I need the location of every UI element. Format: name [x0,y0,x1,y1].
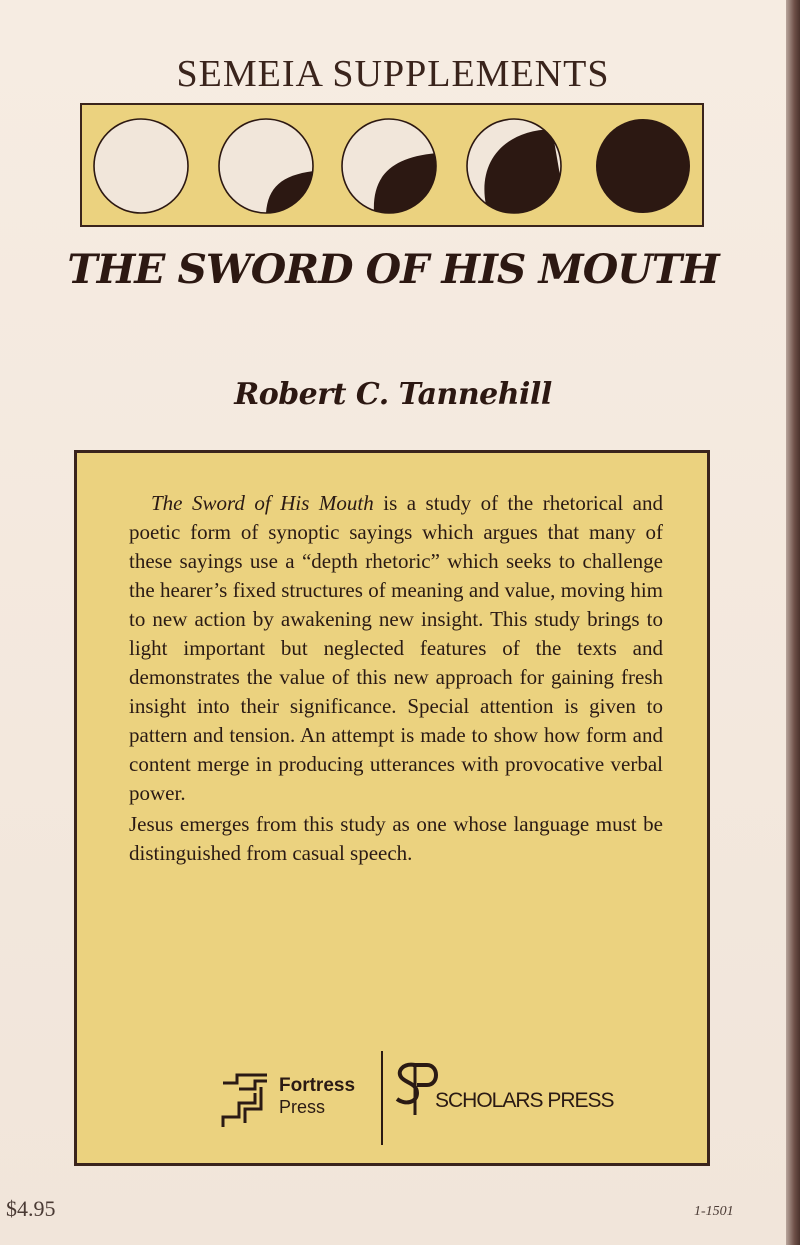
book-title: THE SWORD OF HIS MOUTH [67,246,719,293]
publisher-logos [217,1051,637,1161]
scholars-press-name: SCHOLARS PRESS [435,1089,614,1112]
phase-graphic [82,105,702,225]
description-paragraph-2-body: Jesus emerges from this study as one whose language must be distinguished from casual speech. [129,812,663,865]
crescent-small-icon [219,119,322,225]
series-title: SEMEIA SUPPLEMENTS [176,53,610,95]
author-name: Robert C. Tannehill [234,377,552,412]
gibbous-icon [467,119,572,225]
description-paragraph-2 [129,810,663,868]
price-label: $4.95 [6,1196,56,1221]
fortress-logo-icon [219,1073,273,1129]
description-text [129,489,663,868]
description-paragraph-1 [129,489,663,808]
half-filled-icon [342,119,452,225]
description-paragraph-1-body: is a study of the rhetorical and poetic form of synoptic sayings which argues that many of these sayings use a “depth rhetoric” which seeks to challenge the hearer’s fixed structures of meaning and value, moving him to new action by awakening new insight. This study brings to light important but neglected features of the texts and demonstrates the value of this new approach for gaining fresh insight into their significance. Special attention is given to pattern and tension. An attempt is made to show how form and content merge in producing utterances with provocative verbal power. [129,491,663,805]
description-title-italic: The Sword of His Mouth [151,491,374,515]
phase-graphic-panel [80,103,704,227]
fortress-press-sub: Press [279,1097,326,1117]
catalog-code: 1-1501 [694,1204,734,1219]
filled-circle-icon [596,119,690,213]
cover-spine-edge [786,0,800,1245]
description-panel [74,450,710,1166]
logo-divider [381,1051,383,1145]
fortress-press-name: Fortress [279,1075,356,1096]
empty-circle-icon [94,119,188,213]
scholars-press-logo-icon [393,1059,441,1119]
